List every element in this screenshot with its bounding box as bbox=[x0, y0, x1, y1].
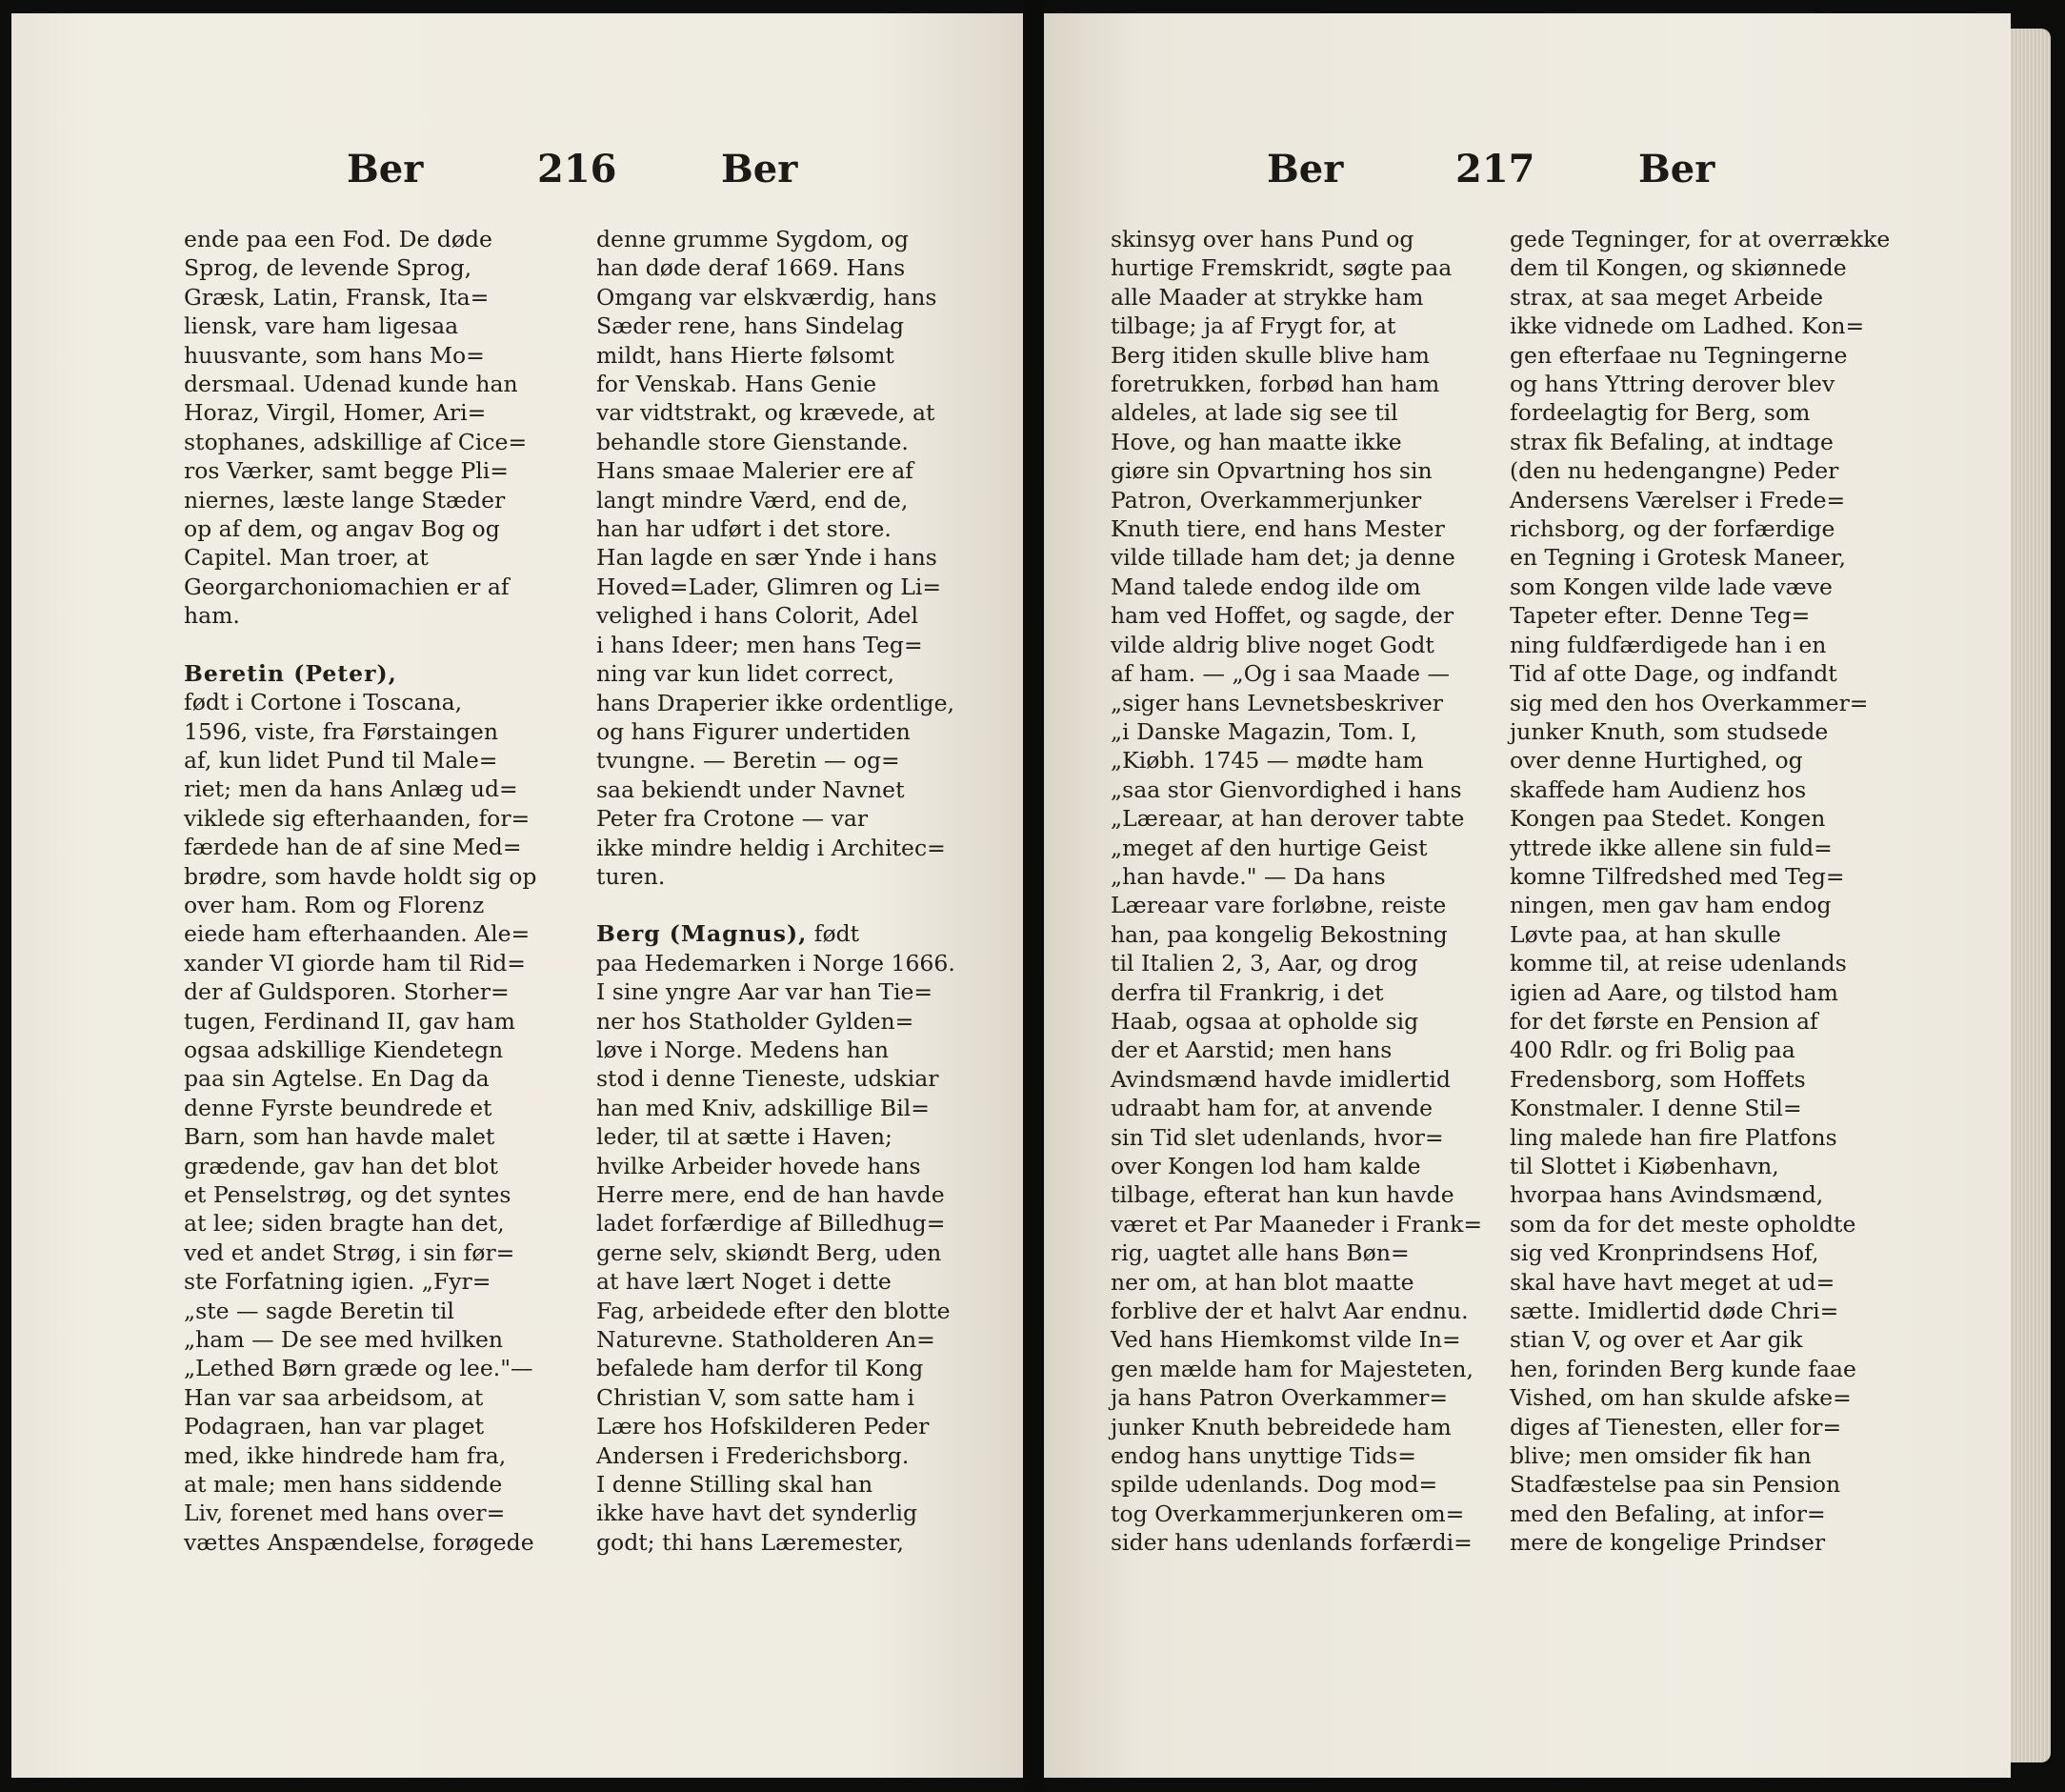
left-running-head: Ber bbox=[347, 147, 424, 191]
right-page-column-2 bbox=[1510, 225, 1910, 1558]
paragraph: skinsyg over hans Pund og hurtige Fremskridt, søgte paa alle Maader at strykke ham tilbage; ja af Frygt for, at Berg itiden skulle blive ham foretrukken, forbød han ham aldeles, at lade sig see til Hove, og han maatte ikke giøre sin Opvartning hos sin Patron, Overkammerjunker Knuth tiere, end hans Mester vilde tillade ham det; ja denne Mand talede endog ilde om ham ved Hoffet, og sagde, der vilde aldrig blive noget Godt af ham. — „Og i saa Maade — „siger hans Levnetsbeskriver „i Danske Magazin, Tom. I, „Kiøbh. 1745 — mødte ham „saa stor Gienvordighed i hans „Læreaar, at han derover tabte „meget af den hurtige Geist „han havde." — Da hans Læreaar vare forløbne, reiste han, paa kongelig Bekostning til Italien 2, 3, Aar, og drog derfra til Frankrig, i det Haab, ogsaa at opholde sig der et Aarstid; men hans Avindsmænd havde imidlertid udraabt ham for, at anvende sin Tid slet udenlands, hvor= over Kongen lod ham kalde tilbage, efterat han kun havde været et Par Maaneder i Frank= rig, uagtet alle hans Bøn= ner om, at han blot maatte forblive der et halvt Aar endnu. Ved hans Hiemkomst vilde In= gen mælde ham for Majesteten, ja hans Patron Overkammer= junker Knuth bebreidede ham endog hans unyttige Tids= spilde udenlands. Dog mod= tog Overkammerjunkeren om= sider hans udenlands forfærdi= bbox=[1111, 226, 1483, 1557]
paragraph: ende paa een Fod. De døde Sprog, de levende Sprog, Græsk, Latin, Fransk, Ita= liensk, vare ham ligesaa huusvante, som hans Mo= dersmaal. Udenad kunde han Horaz, Virgil, Homer, Ari= stophanes, adskillige af Cice= ros Værker, samt begge Pli= niernes, læste lange Stæder op af dem, og angav Bog og Capitel. Man troer, at Georgarchoniomachien er af ham. bbox=[184, 226, 528, 630]
left-page-number: 216 bbox=[537, 147, 617, 191]
headword-berg: Berg (Magnus), bbox=[596, 920, 808, 948]
right-page-number: 217 bbox=[1455, 147, 1535, 191]
right-page-header bbox=[1044, 147, 2011, 204]
headword-rest: født bbox=[807, 920, 860, 948]
paragraph: født i Cortone i Toscana, 1596, viste, fra Førstaingen af, kun lidet Pund til Male= riet; men da hans Anlæg ud= viklede sig efterhaanden, for= færdede han de af sine Med= brødre, som havde holdt sig op over ham. Rom og Florenz eiede ham efterhaanden. Ale= xander VI giorde ham til Rid= der af Guldsporen. Storher= tugen, Ferdinand II, gav ham ogsaa adskillige Kiendetegn paa sin Agtelse. En Dag da denne Fyrste beundrede et Barn, som han havde malet grædende, gav han det blot et Penselstrøg, og det syntes at lee; siden bragte han det, ved et andet Strøg, i sin før= ste Forfatning igien. „Fyr= „ste — sagde Beretin til „ham — De see med hvilken „Lethed Børn græde og lee."— Han var saa arbeidsom, at Podagraen, han var plaget med, ikke hindrede ham fra, at male; men hans siddende Liv, forenet med hans over= vættes Anspændelse, forøgede bbox=[184, 689, 537, 1556]
headword-beretin: Beretin (Peter), bbox=[184, 659, 397, 687]
entry-headword bbox=[596, 919, 987, 948]
left-page bbox=[11, 13, 1023, 1778]
right-page-column-1 bbox=[1111, 225, 1509, 1558]
page-edges bbox=[2011, 29, 2051, 1762]
right-page bbox=[1044, 13, 2011, 1778]
gutter bbox=[1023, 0, 1044, 1792]
paragraph: denne grumme Sygdom, og han døde deraf 1669. Hans Omgang var elskværdig, hans Sæder rene, hans Sindelag mildt, hans Hierte følsomt for Venskab. Hans Genie var vidtstrakt, og krævede, at behandle store Gienstande. Hans smaae Malerier ere af langt mindre Værd, end de, han har udført i det store. Han lagde en sær Ynde i hans Hoved=Lader, Glimren og Li= velighed i hans Colorit, Adel i hans Ideer; men hans Teg= ning var kun lidet correct, hans Draperier ikke ordentlige, og hans Figurer undertiden tvungne. — Beretin — og= saa bekiendt under Navnet Peter fra Crotone — var ikke mindre heldig i Architec= turen. bbox=[596, 226, 954, 890]
paragraph: gede Tegninger, for at overrække dem til Kongen, og skiønnede strax, at saa meget Arbeide ikke vidnede om Ladhed. Kon= gen efterfaae nu Tegningerne og hans Yttring derover blev fordeelagtig for Berg, som strax fik Befaling, at indtage (den nu hedengangne) Peder Andersens Værelser i Frede= richsborg, og der forfærdige en Tegning i Grotesk Maneer, som Kongen vilde lade væve Tapeter efter. Denne Teg= ning fuldfærdigede han i en Tid af otte Dage, og indfandt sig med den hos Overkammer= junker Knuth, som studsede over denne Hurtighed, og skaffede ham Audienz hos Kongen paa Stedet. Kongen yttrede ikke allene sin fuld= komne Tilfredshed med Teg= ningen, men gav ham endog Løvte paa, at han skulle komme til, at reise udenlands igien ad Aare, og tilstod ham for det første en Pension af 400 Rdlr. og fri Bolig paa Fredensborg, som Hoffets Konstmaler. I denne Stil= ling malede han fire Platfons til Slottet i Kiøbenhavn, hvorpaa hans Avindsmænd, som da for det meste opholdte sig ved Kronprindsens Hof, skal have havt meget at ud= sætte. Imidlertid døde Chri= stian V, og over et Aar gik hen, forinden Berg kunde faae Vished, om han skulde afske= diges af Tienesten, eller for= blive; men omsider fik han Stadfæstelse paa sin Pension med den Befaling, at infor= mere de kongelige Prindser bbox=[1510, 226, 1891, 1557]
entry-headword bbox=[184, 659, 574, 688]
right-running-head-right: Ber bbox=[1638, 147, 1715, 191]
left-running-head-right: Ber bbox=[721, 147, 798, 191]
left-page-column-2 bbox=[596, 225, 987, 1557]
left-page-header bbox=[11, 147, 1023, 204]
right-running-head-left: Ber bbox=[1267, 147, 1344, 191]
left-page-column-1 bbox=[184, 225, 574, 1557]
paragraph: paa Hedemarken i Norge 1666. I sine yngre Aar var han Tie= ner hos Statholder Gylden= løve i Norge. Medens han stod i denne Tieneste, udskiar han med Kniv, adskillige Bil= leder, til at sætte i Haven; hvilke Arbeider hovede hans Herre mere, end de han havde ladet forfærdige af Billedhug= gerne selv, skiøndt Berg, uden at have lært Noget i dette Fag, arbeidede efter den blotte Naturevne. Statholderen An= befalede ham derfor til Kong Christian V, som satte ham i Lære hos Hofskilderen Peder Andersen i Frederichsborg. I denne Stilling skal han ikke have havt det synderlig godt; thi hans Læremester, bbox=[596, 949, 955, 1556]
